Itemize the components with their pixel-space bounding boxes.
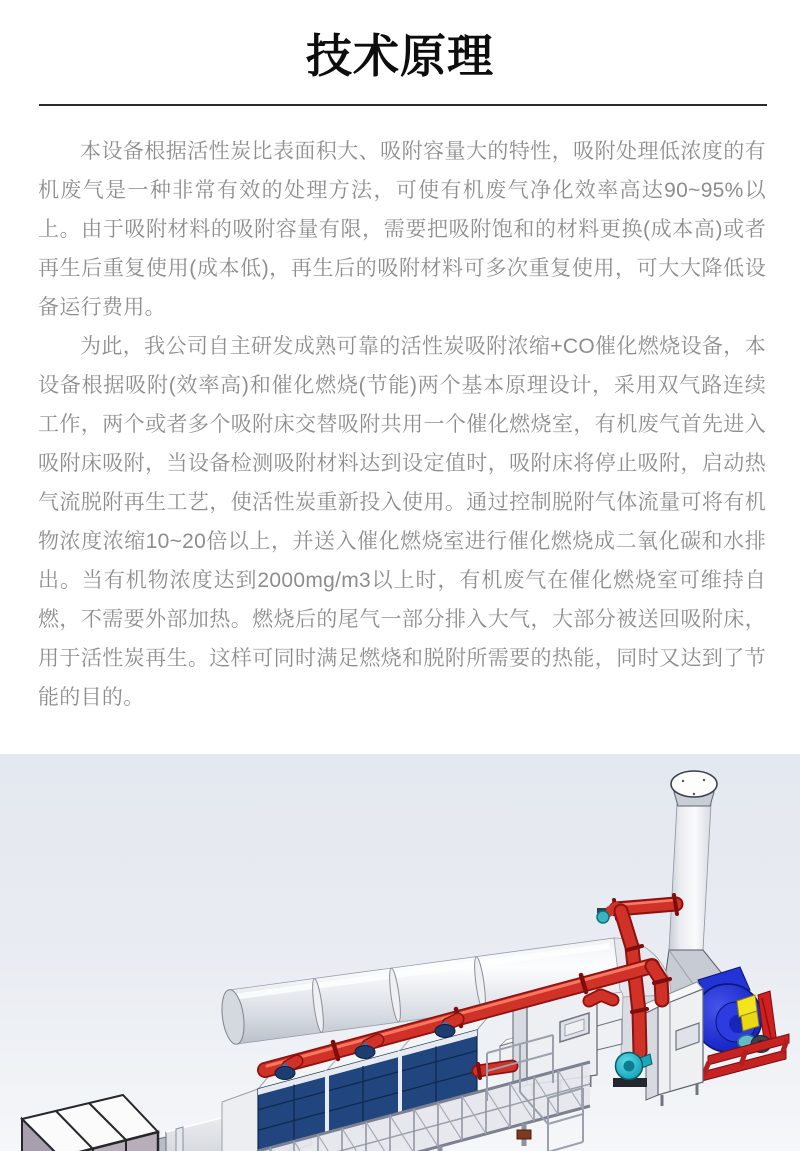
paragraph-catalytic-combustion: 为此，我公司自主研发成熟可靠的活性炭吸附浓缩+CO催化燃烧设备，本设备根据吸附(效率高)和催化燃烧(节能)两个基本原理设计，采用双气路连续工作，两个或者多个吸附床交替吸附共用一个催化燃烧室，有机废气首先进入吸附床吸附，当设备检测吸附材料达到设定值时，吸附床将停止吸附，启动热气流脱附再生工艺，使活性炭重新投入使用。通过控制脱附气体流量可将有机物浓度浓缩10~20倍以上，并送入催化燃烧室进行催化燃烧成二氧化碳和水排出。当有机物浓度达到2000mg/m3以上时，有机废气在催化燃烧室可维持自燃，不需要外部加热。燃烧后的尾气一部分排入大气，大部分被送回吸附床，用于活性炭再生。这样可同时满足燃烧和脱附所需要的热能，同时又达到了节能的目的。 bbox=[38, 335, 766, 709]
title-divider bbox=[39, 104, 767, 106]
pre-filter-box bbox=[22, 1095, 158, 1151]
oven-outlet-duct bbox=[597, 1019, 622, 1050]
exhaust-stack bbox=[669, 771, 717, 950]
centrifugal-fan bbox=[694, 967, 789, 1081]
equipment-3d-render-canvas bbox=[0, 754, 800, 1151]
equipment-3d-render bbox=[0, 754, 800, 1151]
paragraph-adsorption-principle: 本设备根据活性炭比表面积大、吸附容量大的特性，吸附处理低浓度的有机废气是一种非常有效的处理方法，可使有机废气净化效率高达90~95%以上。由于吸附材料的吸附容量有限，需要把吸附饱和的材料更换(成本高)或者再生后重复使用(成本低)，再生后的吸附材料可多次重复使用，可大大降低设备运行费用。 bbox=[38, 140, 766, 319]
page-title: 技术原理 bbox=[306, 30, 494, 82]
